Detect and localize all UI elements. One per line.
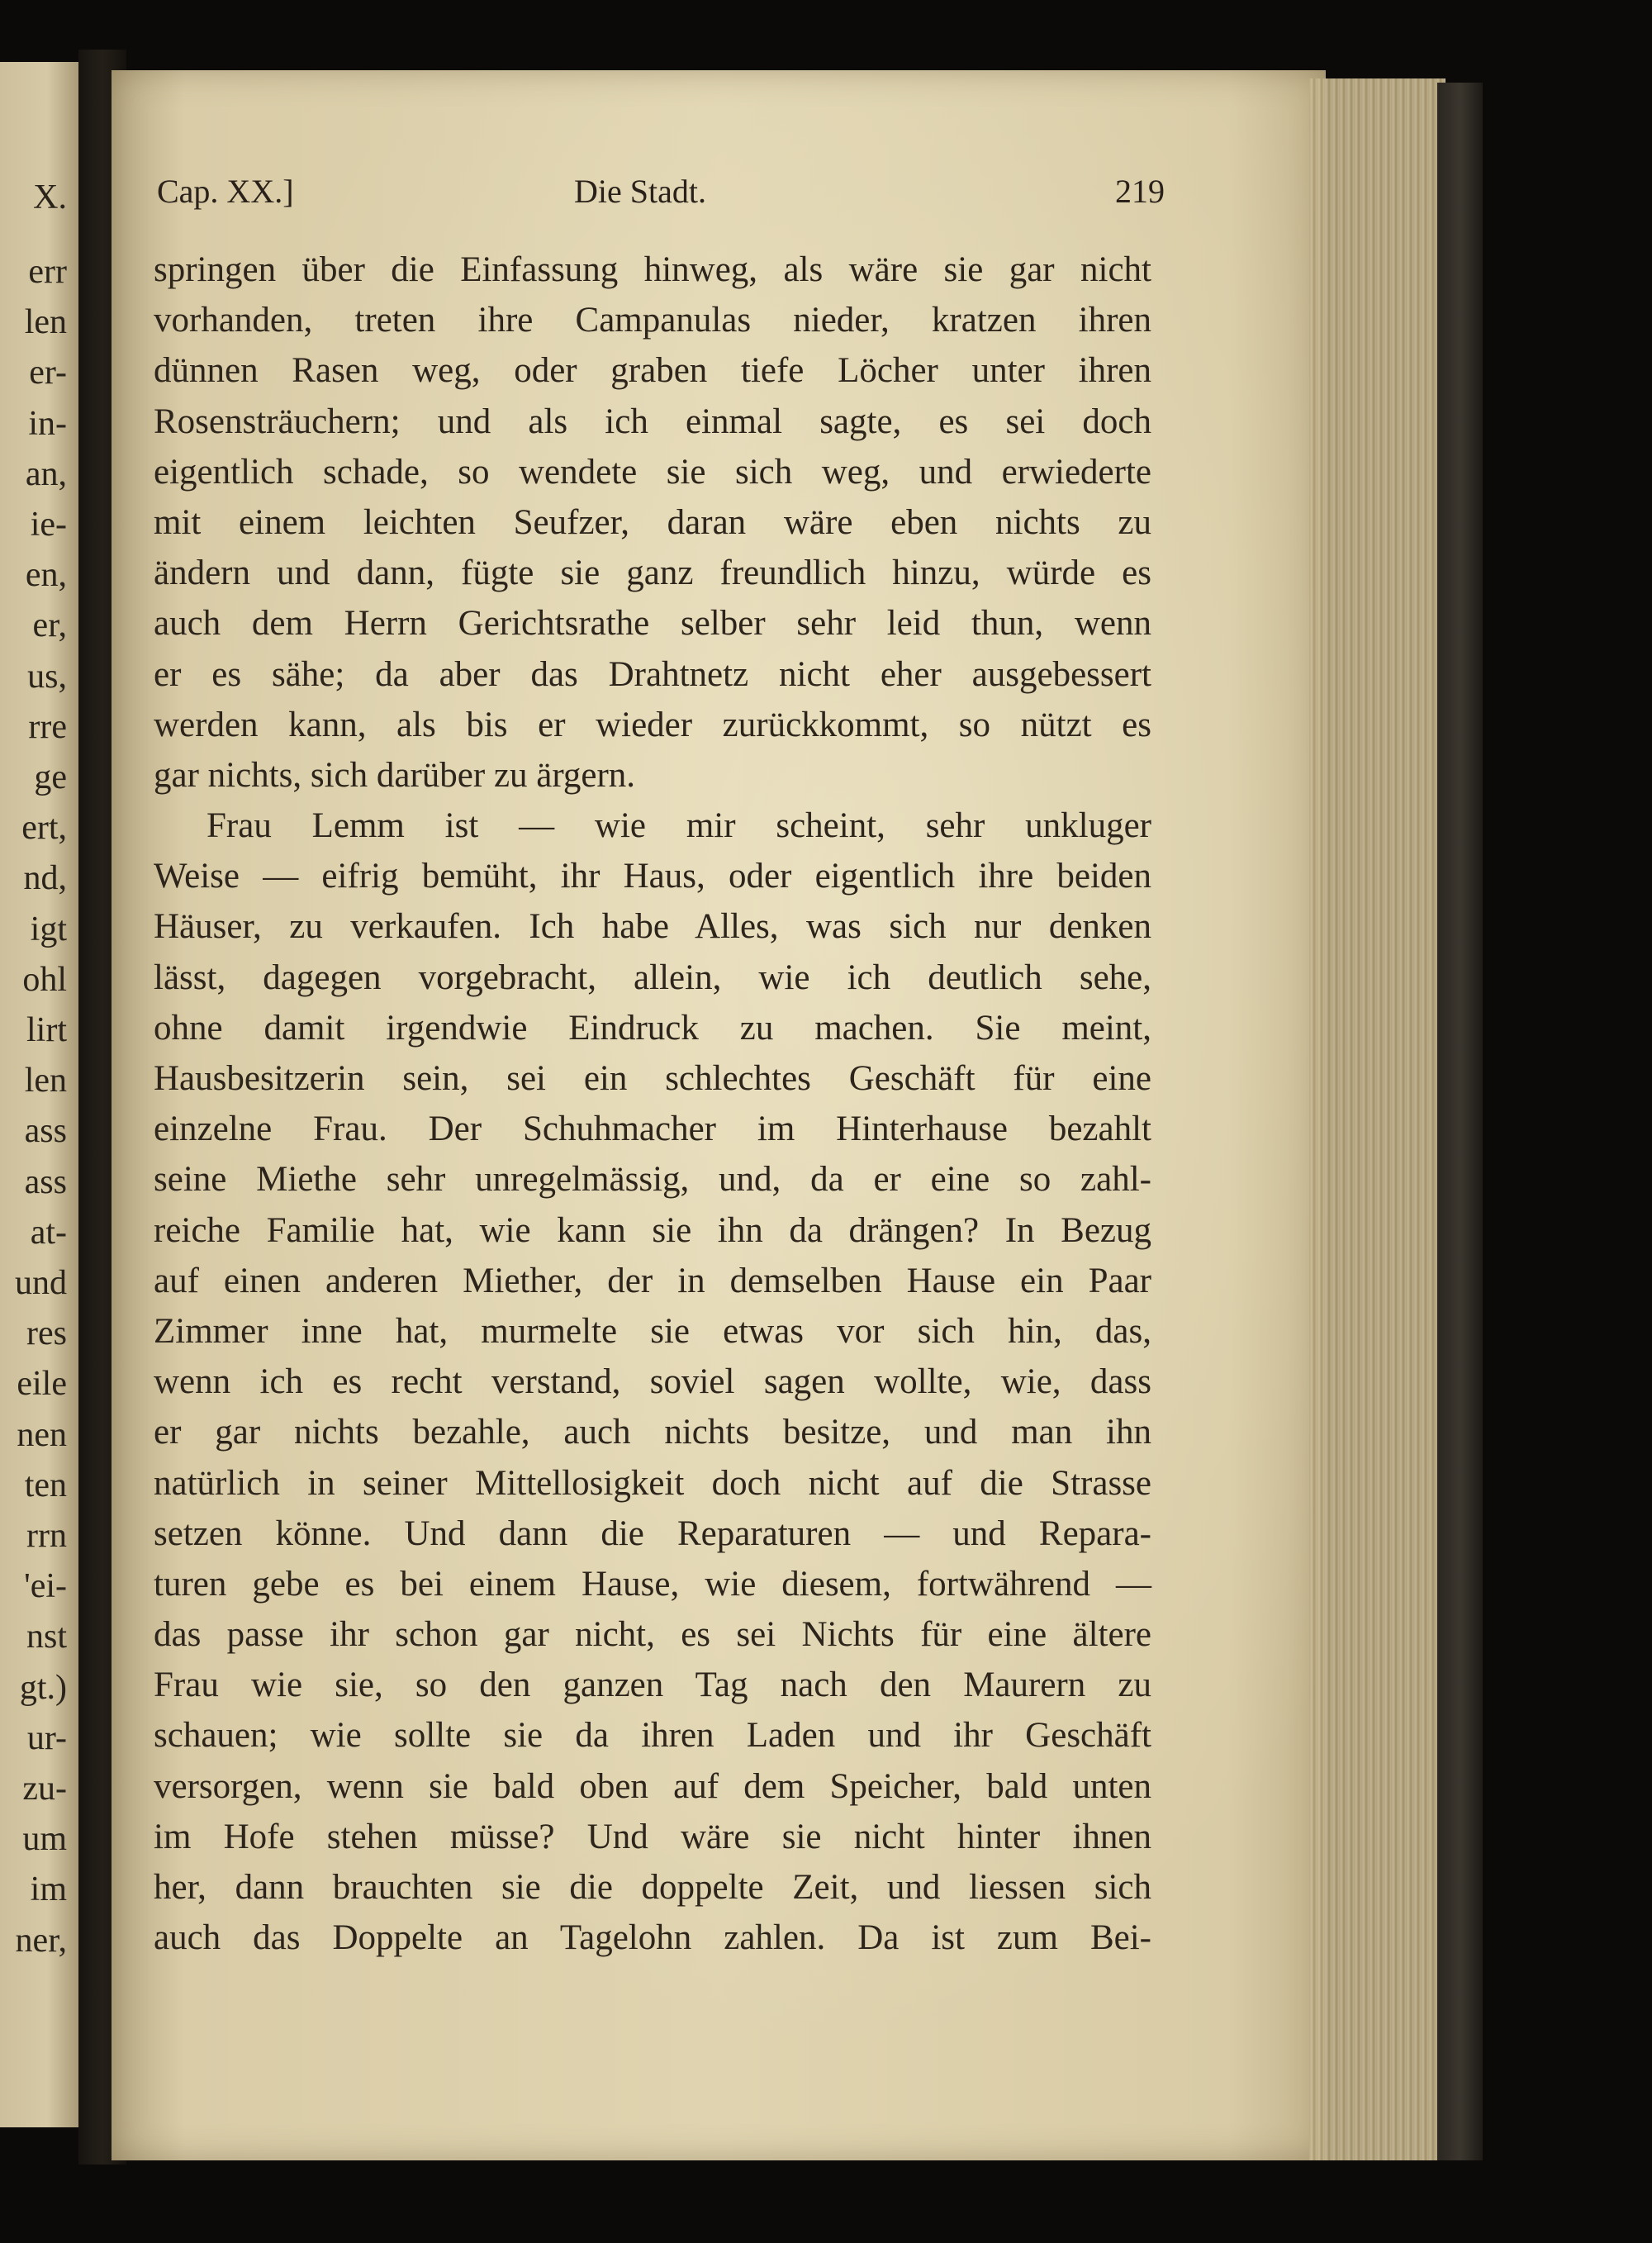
left-page-text-fragment: nen xyxy=(17,1415,67,1454)
text-line: gar nichts, sich darüber zu ärgern. xyxy=(154,755,636,795)
text-line: er gar nichts bezahle, auch nichts besitze, und man ihn xyxy=(154,1413,1151,1452)
left-page-text-fragment: lirt xyxy=(26,1011,67,1049)
page-title: Die Stadt. xyxy=(574,173,706,210)
text-line: Häuser, zu verkaufen. Ich habe Alles, was sich nur denken xyxy=(154,907,1151,947)
text-line: her, dann brauchten sie die doppelte Zeit, und liessen sich xyxy=(154,1868,1151,1907)
left-page-text-fragment: gt.) xyxy=(19,1668,67,1707)
left-page-text-fragment: er, xyxy=(32,606,67,645)
left-page-text-fragment: err xyxy=(28,253,67,291)
text-line: setzen könne. Und dann die Reparaturen — und Repara- xyxy=(154,1514,1151,1553)
left-page-text-fragment: zu- xyxy=(22,1770,67,1808)
text-line: auch das Doppelte an Tagelohn zahlen. Da ist zum Bei- xyxy=(154,1918,1151,1958)
left-page-text-fragment: ass xyxy=(24,1162,67,1201)
text-line: einzelne Frau. Der Schuhmacher im Hinterhause bezahlt xyxy=(154,1110,1151,1149)
left-page-text-fragment: igt xyxy=(30,910,67,948)
left-page-text-fragment: ie- xyxy=(30,506,67,544)
text-line: das passe ihr schon gar nicht, es sei Nichts für eine ältere xyxy=(154,1615,1151,1655)
left-page-text-fragment: ass xyxy=(24,1112,67,1151)
left-page-text-fragment: us, xyxy=(27,657,67,696)
text-line: Frau wie sie, so den ganzen Tag nach den Maurern zu xyxy=(154,1666,1151,1705)
text-line: Frau Lemm ist — wie mir scheint, sehr unkluger xyxy=(206,806,1151,846)
text-line: dünnen Rasen weg, oder graben tiefe Löcher unter ihren xyxy=(154,351,1151,391)
left-page-text-fragment: ur- xyxy=(26,1718,67,1757)
running-header xyxy=(157,172,1165,221)
text-line: versorgen, wenn sie bald oben auf dem Speicher, bald unten xyxy=(154,1766,1151,1806)
left-page-text-fragment: ten xyxy=(24,1466,67,1504)
text-line: ohne damit irgendwie Eindruck zu machen. Sie meint, xyxy=(154,1008,1151,1048)
book-cover-edge xyxy=(1437,83,1483,2160)
text-line: Hausbesitzerin sein, sei ein schlechtes Geschäft für eine xyxy=(154,1059,1151,1098)
left-page-text-fragment: res xyxy=(26,1314,67,1353)
text-line: turen gebe es bei einem Hause, wie diesem, fortwährend — xyxy=(154,1564,1151,1604)
text-line: auch dem Herrn Gerichtsrathe selber sehr leid thun, wenn xyxy=(154,604,1151,644)
left-page-text-fragment: X. xyxy=(33,178,67,216)
left-page-text-fragment: len xyxy=(24,1062,67,1100)
left-page-text-fragment: er- xyxy=(29,354,67,392)
text-line: Zimmer inne hat, murmelte sie etwas vor sich hin, das, xyxy=(154,1311,1151,1351)
left-page-text-fragment: len xyxy=(24,303,67,342)
left-page-text-fragment: ert, xyxy=(21,809,67,848)
left-page-text-fragment: en, xyxy=(25,556,67,595)
left-page-text-fragment: ner, xyxy=(15,1921,67,1960)
left-page-text-fragment: rre xyxy=(28,707,67,746)
left-page-text-fragment: nst xyxy=(26,1618,67,1656)
text-line: werden kann, als bis er wieder zurückkommt, so nützt es xyxy=(154,705,1151,744)
text-line: natürlich in seiner Mittellosigkeit doch nicht auf die Strasse xyxy=(154,1463,1151,1503)
text-line: lässt, dagegen vorgebracht, allein, wie ich deutlich sehe, xyxy=(154,958,1151,997)
left-page-text-fragment: 'ei- xyxy=(24,1567,67,1606)
text-line: auf einen anderen Miether, der in demselben Hause ein Paar xyxy=(154,1261,1151,1300)
text-line: im Hofe stehen müsse? Und wäre sie nicht hinter ihnen xyxy=(154,1817,1151,1856)
text-line: er es sähe; da aber das Drahtnetz nicht eher ausgebessert xyxy=(154,654,1151,694)
left-page-text-fragment: ohl xyxy=(22,960,67,999)
left-page-fragment xyxy=(0,62,78,2127)
left-page-text-fragment: nd, xyxy=(23,859,67,898)
left-page-text-fragment: an, xyxy=(25,454,67,493)
text-line: vorhanden, treten ihre Campanulas nieder, kratzen ihren xyxy=(154,301,1151,340)
text-line: springen über die Einfassung hinweg, als wäre sie gar nicht xyxy=(154,250,1151,289)
text-line: wenn ich es recht verstand, soviel sagen wollte, wie, dass xyxy=(154,1362,1151,1402)
left-page-text-fragment: rrn xyxy=(26,1517,67,1555)
left-page-text-fragment: und xyxy=(15,1264,67,1302)
text-line: Rosensträuchern; und als ich einmal sagte, es sei doch xyxy=(154,402,1151,441)
body-text xyxy=(154,245,1151,1963)
chapter-label: Cap. XX.] xyxy=(157,173,294,210)
text-line: ändern und dann, fügte sie ganz freundlich hinzu, würde es xyxy=(154,554,1151,593)
text-line: reiche Familie hat, wie kann sie ihn da drängen? In Bezug xyxy=(154,1210,1151,1250)
text-line: seine Miethe sehr unregelmässig, und, da er eine so zahl- xyxy=(154,1160,1151,1200)
left-page-text-fragment: ge xyxy=(34,758,67,796)
left-page-text-fragment: in- xyxy=(28,404,67,443)
left-page-text-fragment: im xyxy=(30,1870,67,1909)
left-page-text-fragment: at- xyxy=(30,1213,67,1252)
text-line: Weise — eifrig bemüht, ihr Haus, oder eigentlich ihre beiden xyxy=(154,857,1151,896)
text-line: eigentlich schade, so wendete sie sich weg, und erwiederte xyxy=(154,452,1151,492)
text-line: mit einem leichten Seufzer, daran wäre eben nichts zu xyxy=(154,502,1151,542)
left-page-text-fragment: um xyxy=(22,1820,67,1859)
text-line: schauen; wie sollte sie da ihren Laden und ihr Geschäft xyxy=(154,1716,1151,1756)
page-edges xyxy=(1309,78,1446,2160)
page-number: 219 xyxy=(1115,173,1165,210)
left-page-text-fragment: eile xyxy=(17,1365,67,1404)
